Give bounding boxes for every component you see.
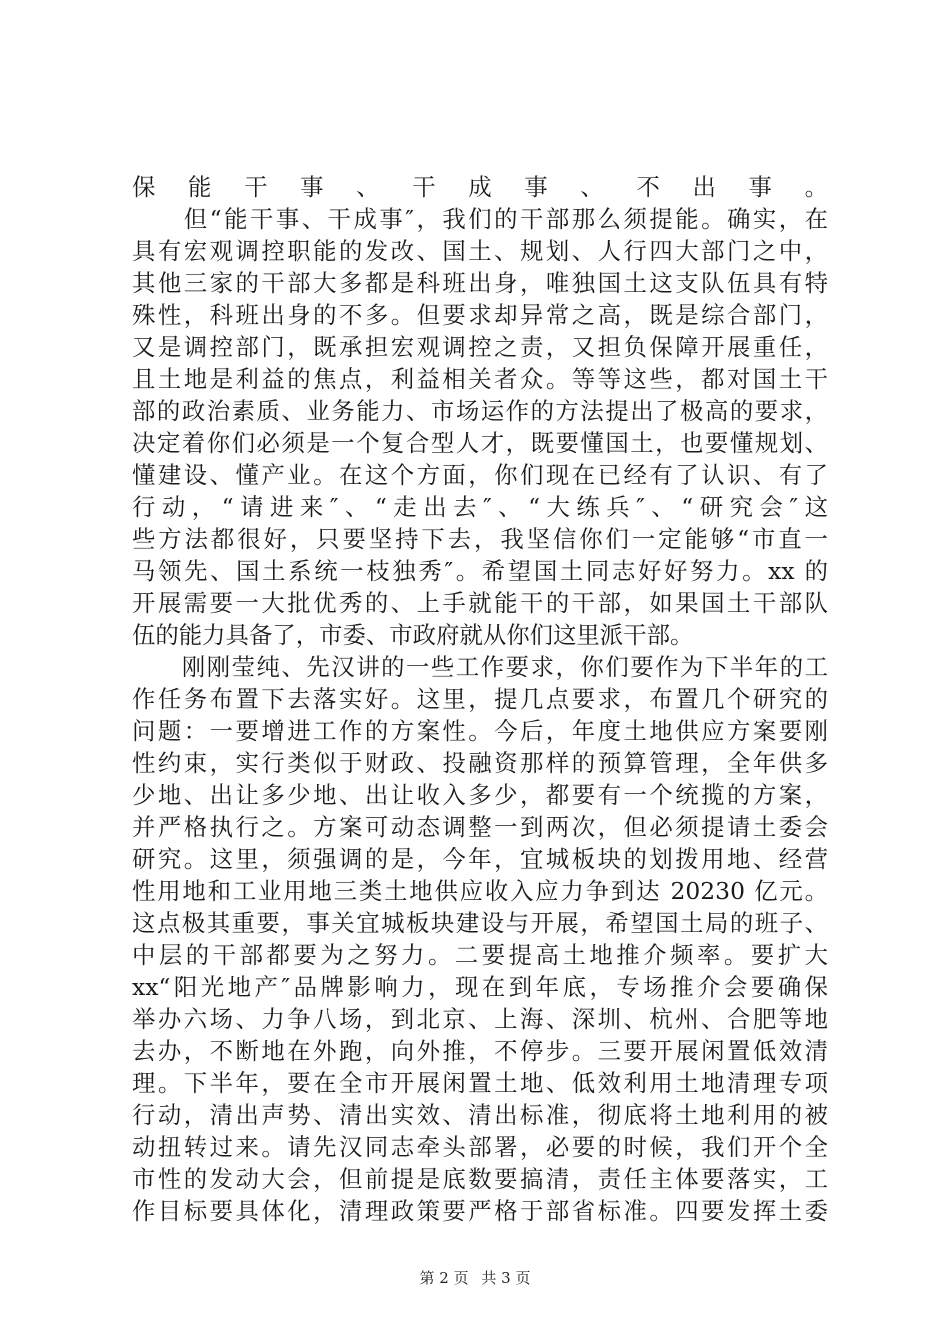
text-line: 行动，清出声势、清出实效、清出标准，彻底将土地利用的被 [132, 1101, 828, 1129]
text-line: 举办六场、力争八场，到北京、上海、深圳、杭州、合肥等地 [132, 1005, 828, 1033]
page-number: 第 2 页 [419, 1269, 469, 1287]
body-text [132, 171, 828, 1227]
text-line: 些方法都很好，只要坚持下去，我坚信你们一定能够“市直一 [132, 525, 828, 553]
text-line: 性用地和工业用地三类土地供应收入应力争到达 20230 亿元。 [132, 877, 828, 905]
text-line: 决定着你们必须是一个复合型人才，既要懂国土，也要懂规划、 [132, 429, 828, 457]
text-line: 作目标要具体化，清理政策要严格于部省标准。四要发挥土委 [132, 1197, 828, 1225]
text-line: 且土地是利益的焦点，利益相关者众。等等这些，都对国土干 [132, 365, 828, 393]
text-line: 伍的能力具备了，市委、市政府就从你们这里派干部。 [132, 621, 694, 649]
text-line: xx“阳光地产″品牌影响力，现在到年底，专场推介会要确保 [132, 973, 828, 1001]
page-total: 共 3 页 [481, 1269, 531, 1287]
text-line: 市性的发动大会，但前提是底数要搞清，责任主体要落实，工 [132, 1165, 828, 1193]
text-line: 研究。这里，须强调的是，今年，宜城板块的划拨用地、经营 [132, 845, 828, 873]
text-line: 部的政治素质、业务能力、市场运作的方法提出了极高的要求， [132, 397, 828, 425]
page-footer [0, 1268, 950, 1288]
text-line: 但“能干事、干成事″，我们的干部那么须提能。确实，在 [132, 205, 828, 233]
text-line: 这点极其重要，事关宜城板块建设与开展，希望国土局的班子、 [132, 909, 828, 937]
text-line: 其他三家的干部大多都是科班出身，唯独国土这支队伍具有特 [132, 269, 828, 297]
text-line: 少地、出让多少地、出让收入多少，都要有一个统揽的方案， [132, 781, 828, 809]
text-line: 动扭转过来。请先汉同志牵头部署，必要的时候，我们开个全 [132, 1133, 828, 1161]
text-line: 去办，不断地在外跑，向外推，不停步。三要开展闲置低效清 [132, 1037, 828, 1065]
text-line: 马领先、国土系统一枝独秀″。希望国土同志好好努力。xx 的 [132, 557, 828, 585]
text-line: 作任务布置下去落实好。这里，提几点要求，布置几个研究的 [132, 685, 828, 713]
text-line: 并严格执行之。方案可动态调整一到两次，但必须提请土委会 [132, 813, 828, 841]
text-line: 保能干事、干成事、不出事。 [132, 173, 828, 201]
text-line: 又是调控部门，既承担宏观调控之责，又担负保障开展重任， [132, 333, 828, 361]
text-line: 开展需要一大批优秀的、上手就能干的干部，如果国土干部队 [132, 589, 828, 617]
text-line: 理。下半年，要在全市开展闲置土地、低效利用土地清理专项 [132, 1069, 828, 1097]
text-line: 殊性，科班出身的不多。但要求却异常之高，既是综合部门， [132, 301, 828, 329]
text-line: 问题：一要增进工作的方案性。今后，年度土地供应方案要刚 [132, 717, 828, 745]
text-line: 行动，“请进来″、“走出去″、“大练兵″、“研究会″这 [132, 493, 828, 521]
text-line: 懂建设、懂产业。在这个方面，你们现在已经有了认识、有了 [132, 461, 828, 489]
text-line: 性约束，实行类似于财政、投融资那样的预算管理，全年供多 [132, 749, 828, 777]
text-line: 刚刚莹纯、先汉讲的一些工作要求，你们要作为下半年的工 [132, 653, 828, 681]
text-line: 中层的干部都要为之努力。二要提高土地推介频率。要扩大 [132, 941, 828, 969]
text-line: 具有宏观调控职能的发改、国土、规划、人行四大部门之中， [132, 237, 828, 265]
